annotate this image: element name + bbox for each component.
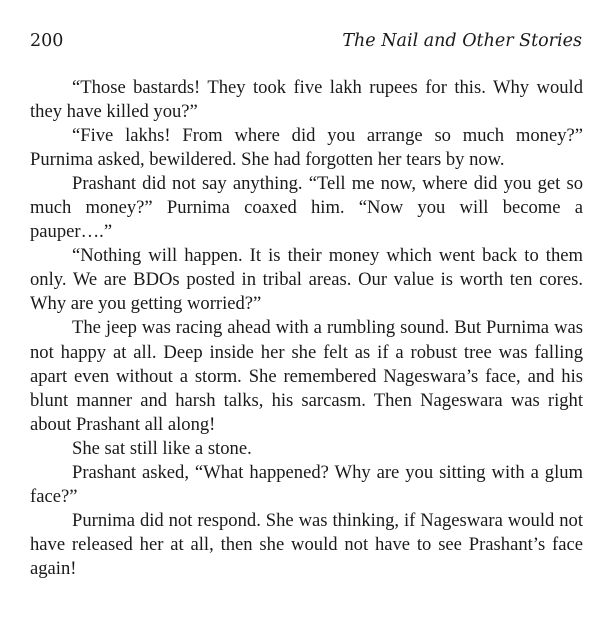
page-number: 200 bbox=[30, 31, 64, 51]
paragraph: Purnima did not respond. She was thinking, if Nageswara would not have released her at all, then she would not have to see Prashant’s face again! bbox=[30, 509, 583, 579]
paragraph: She sat still like a stone. bbox=[72, 437, 252, 459]
story-text bbox=[30, 76, 583, 581]
running-title: The Nail and Other Stories bbox=[342, 31, 582, 51]
paragraph: Prashant asked, “What happened? Why are you sitting with a glum face?” bbox=[30, 461, 583, 507]
paragraph: Prashant did not say anything. “Tell me now, where did you get so much money?” Purnima coaxed him. “Now you will become a pauper….” bbox=[30, 173, 583, 243]
page-header bbox=[30, 31, 582, 55]
paragraph: “Those bastards! They took five lakh rupees for this. Why would they have killed you?” bbox=[30, 77, 583, 123]
paragraph: “Five lakhs! From where did you arrange so much money?” Purnima asked, bewildered. She had forgotten her tears by now. bbox=[30, 125, 583, 171]
paragraph: The jeep was racing ahead with a rumbling sound. But Purnima was not happy at all. Deep inside her she felt as if a robust tree was falling apart even without a storm. She remembered Nageswara’s face, and his blunt manner and harsh talks, his sarcasm. Then Nageswara was right about Prashant all along! bbox=[30, 317, 583, 435]
paragraph: “Nothing will happen. It is their money which went back to them only. We are BDOs posted in tribal areas. Our value is worth ten cores. Why are you getting worried?” bbox=[30, 245, 583, 315]
